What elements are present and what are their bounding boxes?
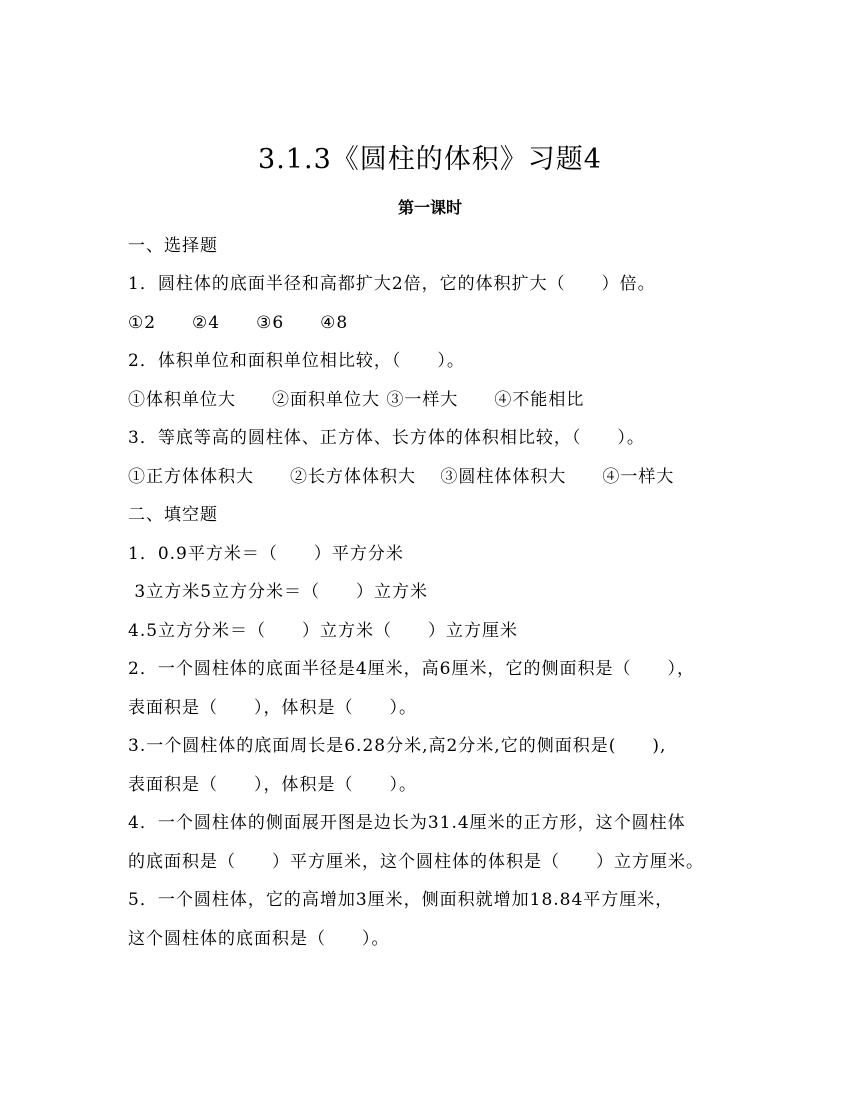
question-2-options: ①体积单位大 ②面积单位大 ③一样大 ④不能相比 — [128, 390, 585, 410]
page-subtitle: 第一课时 — [397, 198, 462, 217]
fill-question-4-line-1: 4．一个圆柱体的侧面展开图是边长为31.4厘米的正方形，这个圆柱体 — [128, 813, 686, 833]
fill-question-2-line-1: 2．一个圆柱体的底面半径是4厘米，高6厘米，它的侧面积是（ ）， — [128, 659, 695, 679]
question-3-text: 3．等底等高的圆柱体、正方体、长方体的体积相比较，（ ）。 — [128, 428, 645, 448]
fill-question-3-line-1: 3.一个圆柱体的底面周长是6.28分米,高2分米,它的侧面积是( ), — [128, 736, 667, 756]
question-2-text: 2．体积单位和面积单位相比较，（ ）。 — [128, 351, 465, 371]
section-heading-fill: 二、填空题 — [128, 505, 218, 525]
fill-question-3-line-2: 表面积是（ ），体积是（ ）。 — [128, 775, 417, 795]
fill-question-5-line-2: 这个圆柱体的底面积是（ ）。 — [128, 929, 390, 949]
fill-question-1-line-2: 3立方米5立方分米＝（ ）立方米 — [128, 582, 429, 602]
fill-question-2-line-2: 表面积是（ ），体积是（ ）。 — [128, 698, 417, 718]
question-1-options: ①2 ②4 ③6 ④8 — [128, 313, 349, 333]
question-3-options: ①正方体体积大 ②长方体体积大 ③圆柱体体积大 ④一样大 — [128, 467, 675, 487]
fill-question-1-line-3: 4.5立方分米＝（ ）立方米（ ）立方厘米 — [128, 621, 519, 641]
fill-question-1-line-1: 1．0.9平方米＝（ ）平方分米 — [128, 544, 404, 564]
fill-question-5-line-1: 5．一个圆柱体，它的高增加3厘米，侧面积就增加18.84平方厘米， — [128, 890, 674, 910]
fill-question-4-line-2: 的底面积是（ ）平方厘米，这个圆柱体的体积是（ ）立方厘米。 — [128, 852, 704, 872]
question-1-text: 1．圆柱体的底面半径和高都扩大2倍，它的体积扩大（ ）倍。 — [128, 274, 656, 294]
page-title: 3.1.3《圆柱的体积》习题4 — [258, 144, 602, 175]
section-heading-choice: 一、选择题 — [128, 236, 218, 256]
